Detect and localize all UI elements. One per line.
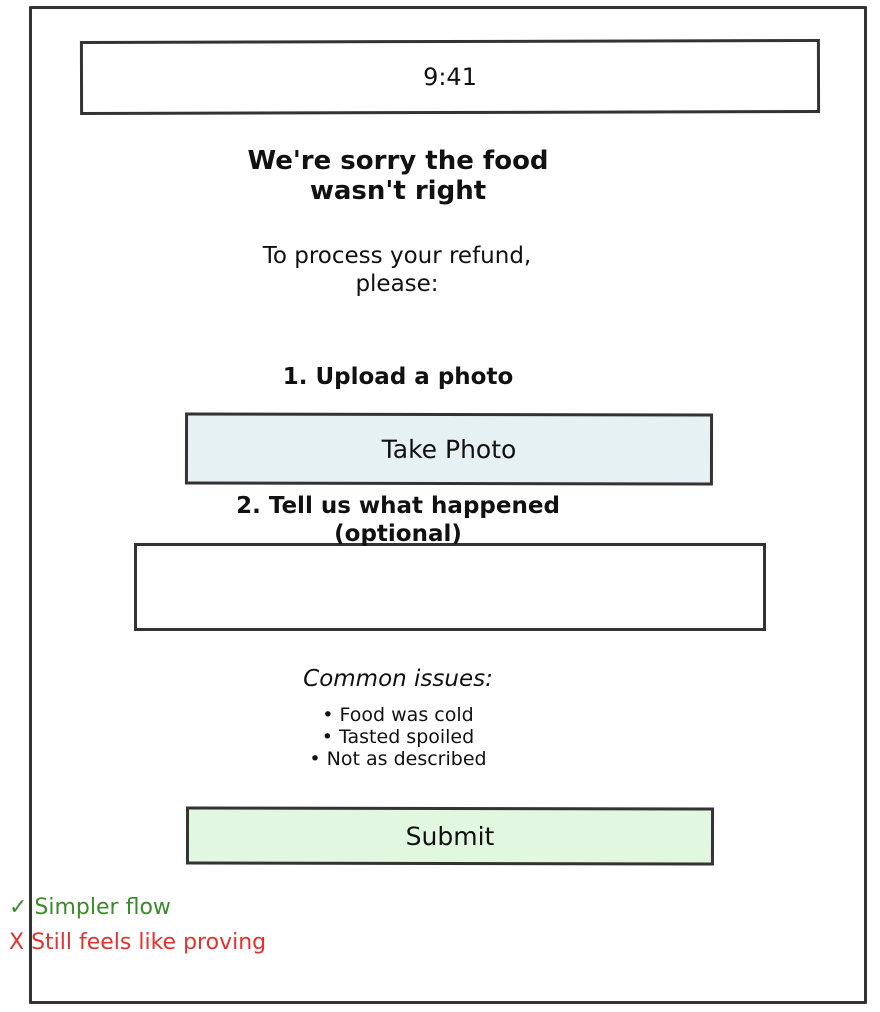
- take-photo-label: Take Photo: [381, 434, 517, 464]
- what-happened-field[interactable]: [134, 543, 766, 631]
- annotation-pro: ✓ Simpler flow: [9, 895, 171, 920]
- submit-button[interactable]: [186, 807, 714, 866]
- status-bar: [80, 39, 820, 115]
- take-photo-button[interactable]: [185, 413, 713, 486]
- common-issues-list: [248, 704, 548, 770]
- step2-label: 2. Tell us what happened (optional): [236, 493, 560, 547]
- status-time: 9:41: [423, 62, 477, 92]
- common-issues-title: Common issues:: [303, 666, 493, 692]
- step1-label: 1. Upload a photo: [282, 364, 514, 390]
- issue-item-spoiled: • Tasted spoiled: [248, 726, 548, 748]
- intro-text: To process your refund, please:: [262, 243, 532, 297]
- issue-item-not-as-described: • Not as described: [248, 748, 548, 770]
- issue-item-cold: • Food was cold: [248, 704, 548, 726]
- submit-label: Submit: [405, 821, 495, 851]
- page-title: We're sorry the food wasn't right: [247, 146, 549, 206]
- annotation-con: X Still feels like proving: [9, 930, 267, 955]
